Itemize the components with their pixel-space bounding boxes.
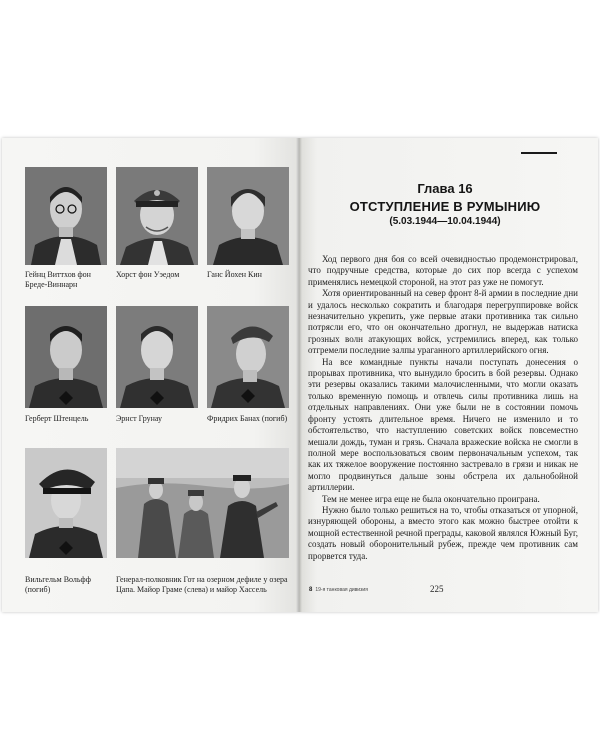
group-photo: [116, 448, 289, 558]
photo-caption: Эрнст Грунау: [116, 414, 163, 423]
portrait-photo: [25, 306, 107, 408]
paragraph: Хотя ориентированный на север фронт 8-й армии в последние дни и удалось несколько сократить и благодаря перегруппировке войск незначительно укрепить, уже первые атаки противника так сильно потрясли его, что он окончательно дрогнул, не выдержав натиска грозных волн атакующих войск, устремились вперед, как только отгремели последние залпы ураганного артиллерийского огня.: [308, 288, 578, 356]
photo-caption: Гейнц Виттхов фон Бреде-Виннарн: [25, 270, 91, 289]
chapter-number: Глава 16: [417, 181, 473, 196]
portrait-photo: [25, 167, 107, 265]
paragraph: Тем не менее игра еще не была окончательно проиграна.: [322, 493, 540, 504]
portrait-photo: [207, 306, 289, 408]
photo-caption: Вильгельм Вольфф (погиб): [25, 575, 91, 594]
portrait-photo: [116, 167, 198, 265]
portrait-photo: [25, 448, 107, 558]
paragraph: Нужно было только решиться на то, чтобы отказаться от упорной, изнуряющей обороны, а вместо этого как можно быстрее отойти к мощной естественной речной преграды, каковой являлся Южный Буг, создать новый оборонительный рубеж, прежде чем противник сам прорвется туда.: [308, 504, 578, 561]
page-footer: [309, 587, 368, 593]
paragraph: Ход первого дня боя со всей очевидностью продемонстрировал, что подручные средства, которые до сих пор всегда с успехом применялись немецкой стороной, на этот раз уже не помогут.: [308, 254, 578, 287]
photo-caption: Хорст фон Уэедом: [116, 270, 180, 279]
photo-caption: Герберт Штенцель: [25, 414, 89, 423]
footer-text: 19-я танковая дивизия: [315, 587, 368, 593]
header-rule: [521, 152, 557, 154]
footer-mark: 8: [309, 587, 313, 593]
photo-caption: Фридрих Банах (погиб): [207, 414, 288, 423]
portrait-photo: [207, 167, 289, 265]
chapter-title: ОТСТУПЛЕНИЕ В РУМЫНИЮ: [349, 199, 541, 214]
paragraph: На все командные пункты начали поступать донесения о прорывах противника, что вынудило бросить в бой резервы. Однако эти резервы оказались такими малочисленными, что могли оказать только временную помощь и отвлечь силы противника лишь на отдельных направлениях. Они уже были не в состоянии помочь фронту устоять длительное время. Ничего не изменило и то обстоятельство, что наступлению советских войск повсеместно мешали дождь, туман и грязь. Сначала вражеские войска не смогли в полной мере воспользоваться своим первоначальным успехом, так как их тяжелое вооружение постоянно застревало в грязи и никак не могло продвинуться дальше зоны обстрела их дальнобойной артиллерии.: [308, 356, 578, 493]
page-number: 225: [430, 584, 444, 594]
photo-caption: Ганс Йохен Кин: [207, 270, 262, 279]
portrait-photo: [116, 306, 198, 408]
photo-caption: Генерал-полковник Гот на озерном дефиле у озера Цапа. Майор Граме (слева) и майор Хассель: [116, 575, 288, 594]
chapter-body: [308, 254, 578, 562]
chapter-dates: (5.03.1944—10.04.1944): [389, 216, 501, 227]
